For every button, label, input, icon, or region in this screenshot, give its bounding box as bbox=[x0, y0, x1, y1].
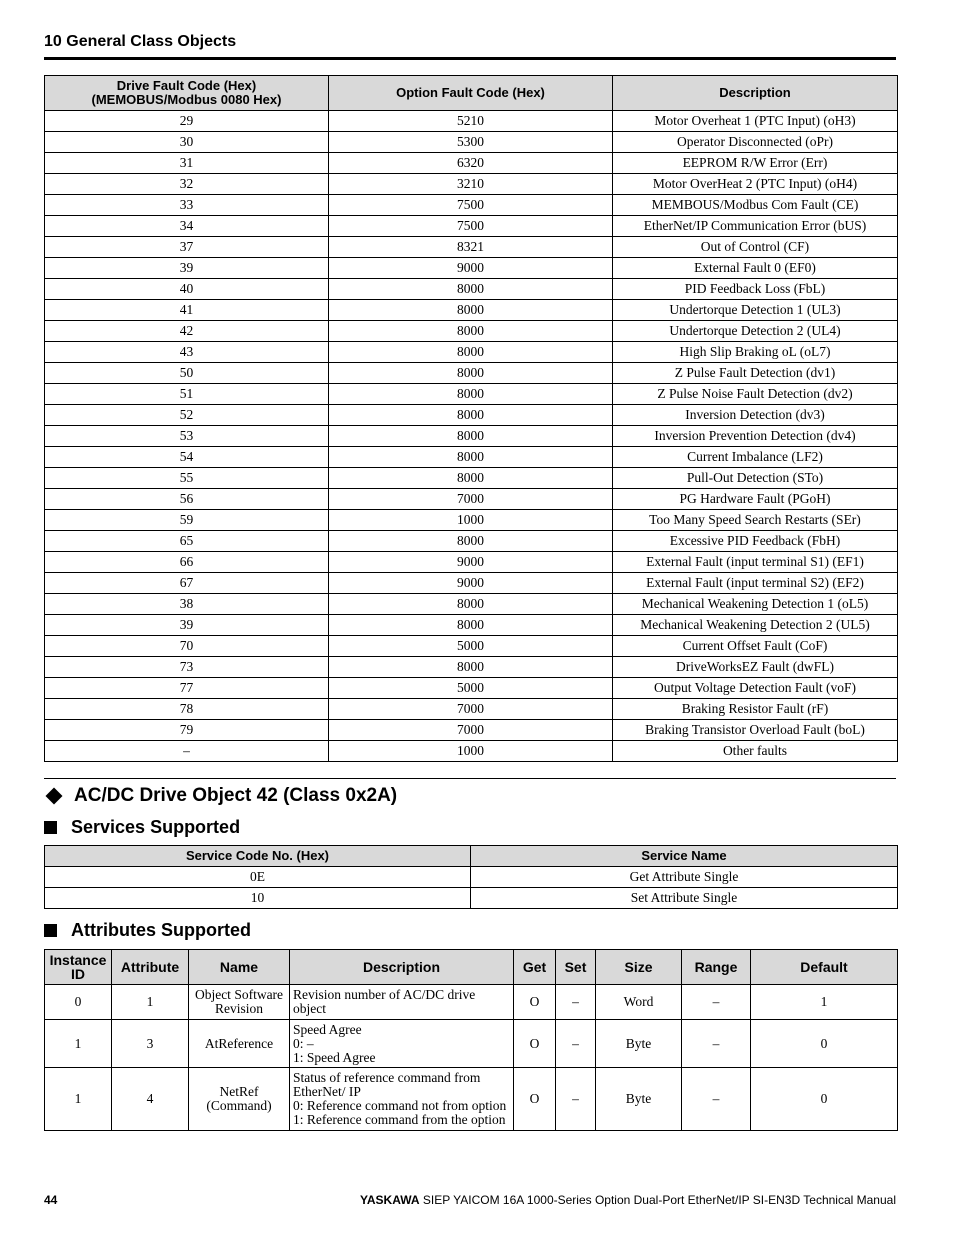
table-row bbox=[45, 132, 898, 153]
table-cell: 5000 bbox=[329, 636, 613, 657]
table-row bbox=[45, 636, 898, 657]
table-cell: 73 bbox=[45, 657, 329, 678]
table-cell: 7500 bbox=[329, 195, 613, 216]
chapter-title: 10 General Class Objects bbox=[44, 33, 237, 50]
attributes-table-body bbox=[45, 985, 898, 1131]
table-cell: Set Attribute Single bbox=[471, 888, 898, 909]
brand-name: YASKAWA bbox=[359, 1193, 420, 1207]
page-footer bbox=[44, 1193, 896, 1207]
table-row bbox=[45, 615, 898, 636]
table-cell: – bbox=[682, 985, 751, 1020]
manual-title: SIEP YAICOM 16A 1000-Series Option Dual-Port EtherNet/IP SI-EN3D Technical Manual bbox=[419, 1193, 896, 1207]
table-cell: Inversion Detection (dv3) bbox=[613, 405, 898, 426]
table-cell: 8000 bbox=[329, 447, 613, 468]
table-cell: 37 bbox=[45, 237, 329, 258]
table-cell: Z Pulse Fault Detection (dv1) bbox=[613, 363, 898, 384]
table-cell: 6320 bbox=[329, 153, 613, 174]
table-cell: EtherNet/IP Communication Error (bUS) bbox=[613, 216, 898, 237]
column-header: Instance ID bbox=[45, 950, 112, 985]
table-row bbox=[45, 888, 898, 909]
table-cell: 8000 bbox=[329, 594, 613, 615]
table-cell: 0 bbox=[751, 1068, 898, 1131]
column-header: Drive Fault Code (Hex) (MEMOBUS/Modbus 0080 Hex) bbox=[45, 76, 329, 111]
table-row bbox=[45, 594, 898, 615]
table-cell: Operator Disconnected (oPr) bbox=[613, 132, 898, 153]
table-row bbox=[45, 531, 898, 552]
table-row bbox=[45, 985, 898, 1020]
table-cell: Out of Control (CF) bbox=[613, 237, 898, 258]
table-cell: 8000 bbox=[329, 426, 613, 447]
table-cell: Object Software Revision bbox=[189, 985, 290, 1020]
attributes-heading bbox=[44, 919, 251, 941]
table-cell: External Fault 0 (EF0) bbox=[613, 258, 898, 279]
table-row bbox=[45, 867, 898, 888]
table-cell: MEMBOUS/Modbus Com Fault (CE) bbox=[613, 195, 898, 216]
table-cell: – bbox=[682, 1068, 751, 1131]
table-cell: Motor OverHeat 2 (PTC Input) (oH4) bbox=[613, 174, 898, 195]
table-cell: 39 bbox=[45, 258, 329, 279]
table-row bbox=[45, 510, 898, 531]
table-cell: 29 bbox=[45, 111, 329, 132]
table-cell: 31 bbox=[45, 153, 329, 174]
table-cell: 8000 bbox=[329, 300, 613, 321]
column-header: Attribute bbox=[112, 950, 189, 985]
table-cell: 38 bbox=[45, 594, 329, 615]
table-cell: Undertorque Detection 2 (UL4) bbox=[613, 321, 898, 342]
square-bullet-icon bbox=[44, 924, 57, 937]
table-cell: 55 bbox=[45, 468, 329, 489]
table-cell: 1 bbox=[112, 985, 189, 1020]
table-row bbox=[45, 258, 898, 279]
table-cell: 79 bbox=[45, 720, 329, 741]
table-cell: Byte bbox=[596, 1068, 682, 1131]
attributes-table bbox=[44, 949, 898, 1131]
table-cell: 0 bbox=[45, 985, 112, 1020]
section-heading bbox=[44, 783, 397, 809]
table-cell: 9000 bbox=[329, 573, 613, 594]
column-header: Size bbox=[596, 950, 682, 985]
table-cell: – bbox=[45, 741, 329, 762]
table-cell: 5300 bbox=[329, 132, 613, 153]
table-row bbox=[45, 426, 898, 447]
table-cell: – bbox=[556, 1068, 596, 1131]
column-header: Set bbox=[556, 950, 596, 985]
table-cell: 8000 bbox=[329, 468, 613, 489]
table-cell: AtReference bbox=[189, 1020, 290, 1068]
fault-table-header-row bbox=[45, 76, 898, 111]
table-cell: 8000 bbox=[329, 384, 613, 405]
table-row bbox=[45, 216, 898, 237]
table-cell: Z Pulse Noise Fault Detection (dv2) bbox=[613, 384, 898, 405]
table-row bbox=[45, 741, 898, 762]
table-cell: 66 bbox=[45, 552, 329, 573]
table-cell: 1000 bbox=[329, 510, 613, 531]
table-cell: 8000 bbox=[329, 615, 613, 636]
table-cell: – bbox=[556, 985, 596, 1020]
table-cell: 0 bbox=[751, 1020, 898, 1068]
table-cell: Get Attribute Single bbox=[471, 867, 898, 888]
table-cell: External Fault (input terminal S2) (EF2) bbox=[613, 573, 898, 594]
table-cell: 42 bbox=[45, 321, 329, 342]
table-cell: 5210 bbox=[329, 111, 613, 132]
table-cell: 7000 bbox=[329, 489, 613, 510]
table-cell: Output Voltage Detection Fault (voF) bbox=[613, 678, 898, 699]
table-cell: 39 bbox=[45, 615, 329, 636]
table-row bbox=[45, 384, 898, 405]
table-cell: 3 bbox=[112, 1020, 189, 1068]
table-cell: Word bbox=[596, 985, 682, 1020]
table-cell: 3210 bbox=[329, 174, 613, 195]
table-cell: Current Offset Fault (CoF) bbox=[613, 636, 898, 657]
table-cell: 10 bbox=[45, 888, 471, 909]
fault-table-body bbox=[45, 111, 898, 762]
attributes-header-row bbox=[45, 950, 898, 985]
column-header: Option Fault Code (Hex) bbox=[329, 76, 613, 111]
table-cell: 56 bbox=[45, 489, 329, 510]
table-cell: 8000 bbox=[329, 657, 613, 678]
attributes-title: Attributes Supported bbox=[71, 919, 251, 940]
table-cell: 32 bbox=[45, 174, 329, 195]
table-cell: – bbox=[556, 1020, 596, 1068]
table-cell: Mechanical Weakening Detection 2 (UL5) bbox=[613, 615, 898, 636]
table-cell: Excessive PID Feedback (FbH) bbox=[613, 531, 898, 552]
table-cell: 33 bbox=[45, 195, 329, 216]
column-header: Description bbox=[613, 76, 898, 111]
table-cell: 41 bbox=[45, 300, 329, 321]
table-cell: 8000 bbox=[329, 321, 613, 342]
table-row bbox=[45, 342, 898, 363]
table-row bbox=[45, 111, 898, 132]
table-cell: NetRef (Command) bbox=[189, 1068, 290, 1131]
table-cell: 8000 bbox=[329, 531, 613, 552]
section-divider bbox=[44, 778, 896, 779]
table-row bbox=[45, 363, 898, 384]
table-cell: 9000 bbox=[329, 258, 613, 279]
column-header: Description bbox=[290, 950, 514, 985]
table-row bbox=[45, 699, 898, 720]
table-cell: 9000 bbox=[329, 552, 613, 573]
column-header: Name bbox=[189, 950, 290, 985]
table-row bbox=[45, 552, 898, 573]
column-header: Service Name bbox=[471, 846, 898, 867]
table-cell: 43 bbox=[45, 342, 329, 363]
table-cell: 51 bbox=[45, 384, 329, 405]
fault-code-table bbox=[44, 75, 898, 762]
table-row bbox=[45, 195, 898, 216]
table-cell: 7500 bbox=[329, 216, 613, 237]
table-cell: High Slip Braking oL (oL7) bbox=[613, 342, 898, 363]
column-header: Default bbox=[751, 950, 898, 985]
table-cell: 8000 bbox=[329, 405, 613, 426]
table-cell: DriveWorksEZ Fault (dwFL) bbox=[613, 657, 898, 678]
table-cell: 1000 bbox=[329, 741, 613, 762]
manual-title-line bbox=[360, 1193, 896, 1207]
table-cell: 8000 bbox=[329, 342, 613, 363]
table-cell: Mechanical Weakening Detection 1 (oL5) bbox=[613, 594, 898, 615]
table-cell: 8321 bbox=[329, 237, 613, 258]
table-cell: Revision number of AC/DC drive object bbox=[290, 985, 514, 1020]
table-cell: 4 bbox=[112, 1068, 189, 1131]
table-cell: 30 bbox=[45, 132, 329, 153]
table-row bbox=[45, 279, 898, 300]
table-cell: Braking Transistor Overload Fault (boL) bbox=[613, 720, 898, 741]
table-row bbox=[45, 237, 898, 258]
table-cell: Undertorque Detection 1 (UL3) bbox=[613, 300, 898, 321]
table-cell: O bbox=[514, 1020, 556, 1068]
table-cell: 54 bbox=[45, 447, 329, 468]
table-cell: 34 bbox=[45, 216, 329, 237]
table-cell: PID Feedback Loss (FbL) bbox=[613, 279, 898, 300]
services-heading bbox=[44, 816, 240, 838]
table-cell: Braking Resistor Fault (rF) bbox=[613, 699, 898, 720]
table-cell: 78 bbox=[45, 699, 329, 720]
table-cell: 50 bbox=[45, 363, 329, 384]
table-cell: EEPROM R/W Error (Err) bbox=[613, 153, 898, 174]
table-cell: PG Hardware Fault (PGoH) bbox=[613, 489, 898, 510]
column-header: Service Code No. (Hex) bbox=[45, 846, 471, 867]
table-cell: Speed Agree 0: – 1: Speed Agree bbox=[290, 1020, 514, 1068]
column-header: Range bbox=[682, 950, 751, 985]
table-cell: – bbox=[682, 1020, 751, 1068]
table-cell: 59 bbox=[45, 510, 329, 531]
table-cell: 1 bbox=[751, 985, 898, 1020]
table-cell: Byte bbox=[596, 1020, 682, 1068]
section-title: AC/DC Drive Object 42 (Class 0x2A) bbox=[74, 785, 398, 806]
table-cell: 1 bbox=[45, 1020, 112, 1068]
table-cell: Current Imbalance (LF2) bbox=[613, 447, 898, 468]
table-cell: O bbox=[514, 1068, 556, 1131]
table-row bbox=[45, 573, 898, 594]
table-row bbox=[45, 489, 898, 510]
table-cell: Motor Overheat 1 (PTC Input) (oH3) bbox=[613, 111, 898, 132]
table-cell: 7000 bbox=[329, 699, 613, 720]
table-cell: 40 bbox=[45, 279, 329, 300]
table-cell: 53 bbox=[45, 426, 329, 447]
table-cell: Too Many Speed Search Restarts (SEr) bbox=[613, 510, 898, 531]
table-row bbox=[45, 405, 898, 426]
diamond-bullet-icon bbox=[46, 788, 63, 805]
table-cell: 67 bbox=[45, 573, 329, 594]
table-cell: 1 bbox=[45, 1068, 112, 1131]
square-bullet-icon bbox=[44, 821, 57, 834]
table-row bbox=[45, 174, 898, 195]
table-cell: 77 bbox=[45, 678, 329, 699]
table-cell: 52 bbox=[45, 405, 329, 426]
page-header bbox=[44, 33, 896, 60]
table-cell: 5000 bbox=[329, 678, 613, 699]
table-row bbox=[45, 657, 898, 678]
table-cell: 8000 bbox=[329, 363, 613, 384]
table-cell: Status of reference command from EtherNet/ IP 0: Reference command not from option 1: Reference command from the option bbox=[290, 1068, 514, 1131]
table-cell: 65 bbox=[45, 531, 329, 552]
table-row bbox=[45, 678, 898, 699]
table-row bbox=[45, 153, 898, 174]
services-title: Services Supported bbox=[71, 816, 241, 837]
table-row bbox=[45, 1020, 898, 1068]
table-cell: Inversion Prevention Detection (dv4) bbox=[613, 426, 898, 447]
table-cell: 7000 bbox=[329, 720, 613, 741]
services-table bbox=[44, 845, 898, 909]
table-cell: 70 bbox=[45, 636, 329, 657]
table-cell: 0E bbox=[45, 867, 471, 888]
table-cell: External Fault (input terminal S1) (EF1) bbox=[613, 552, 898, 573]
services-header-row bbox=[45, 846, 898, 867]
table-cell: 8000 bbox=[329, 279, 613, 300]
table-cell: Other faults bbox=[613, 741, 898, 762]
table-row bbox=[45, 447, 898, 468]
table-cell: O bbox=[514, 985, 556, 1020]
column-header: Get bbox=[514, 950, 556, 985]
table-row bbox=[45, 321, 898, 342]
table-row bbox=[45, 1068, 898, 1131]
table-row bbox=[45, 468, 898, 489]
page-number: 44 bbox=[44, 1193, 58, 1207]
table-row bbox=[45, 300, 898, 321]
table-cell: Pull-Out Detection (STo) bbox=[613, 468, 898, 489]
table-row bbox=[45, 720, 898, 741]
